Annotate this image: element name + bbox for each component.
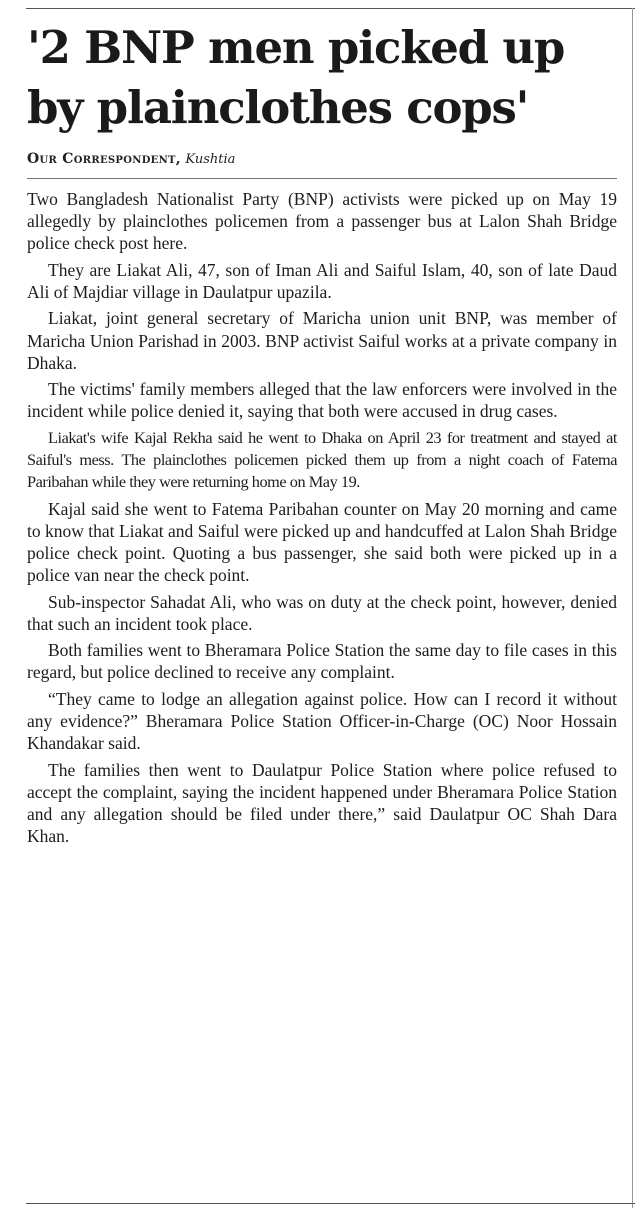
bottom-rule [26,1203,635,1204]
column-rule [632,8,633,1208]
paragraph-10: The families then went to Daulatpur Police Station where police refused to accept the complaint, saying the incident happened under Bheramara Police Station and any allegation should be filed under there,” said Daulatpur OC Shah Dara Khan. [27,759,617,847]
byline-place: Kushtia [185,152,236,167]
paragraph-4: The victims' family members alleged that the law enforcers were involved in the incident while police denied it, saying that both were accused in drug cases. [27,379,617,422]
paragraph-6: Kajal said she went to Fatema Paribahan counter on May 20 morning and came to know that Liakat and Saiful were picked up and handcuffed at Lalon Shah Bridge police check point. Quoting a bus passenger, she said both were picked up in a police van near the check point. [27,498,617,586]
paragraph-8: Both families went to Bheramara Police Station the same day to file cases in this regard, but police declined to receive any complaint. [27,640,617,683]
paragraph-2: They are Liakat Ali, 47, son of Iman Ali and Saiful Islam, 40, son of late Daud Ali of Majdiar village in Daulatpur upazila. [27,259,617,302]
paragraph-9: “They came to lodge an allegation against police. How can I record it without any evidence?” Bheramara Police Station Officer-in-Charge (OC) Noor Hossain Khandakar said. [27,688,617,754]
article-body [27,188,617,847]
byline [27,150,617,169]
headline-line-1: '2 BNP men picked up [27,21,565,74]
headline-line-2: by plainclothes cops' [27,81,529,134]
paragraph-1: Two Bangladesh Nationalist Party (BNP) activists were picked up on May 19 allegedly by plainclothes policemen from a passenger bus at Lalon Shah Bridge police check post here. [27,189,617,254]
news-article [27,18,617,852]
paragraph-7: Sub-inspector Sahadat Ali, who was on duty at the check point, however, denied that such an incident took place. [27,591,617,634]
paragraph-3: Liakat, joint general secretary of Maricha union unit BNP, was member of Maricha Union Parishad in 2003. BNP activist Saiful works at a private company in Dhaka. [27,308,617,373]
top-rule [26,8,635,9]
byline-author: Our Correspondent, [27,151,181,167]
headline [27,18,617,138]
byline-divider [27,178,617,179]
paragraph-5: Liakat's wife Kajal Rekha said he went to Dhaka on April 23 for treatment and stayed at Saiful's mess. The plainclothes policemen picked them up from a night coach of Fatema Paribahan while they were returning home on May 19. [27,427,617,492]
